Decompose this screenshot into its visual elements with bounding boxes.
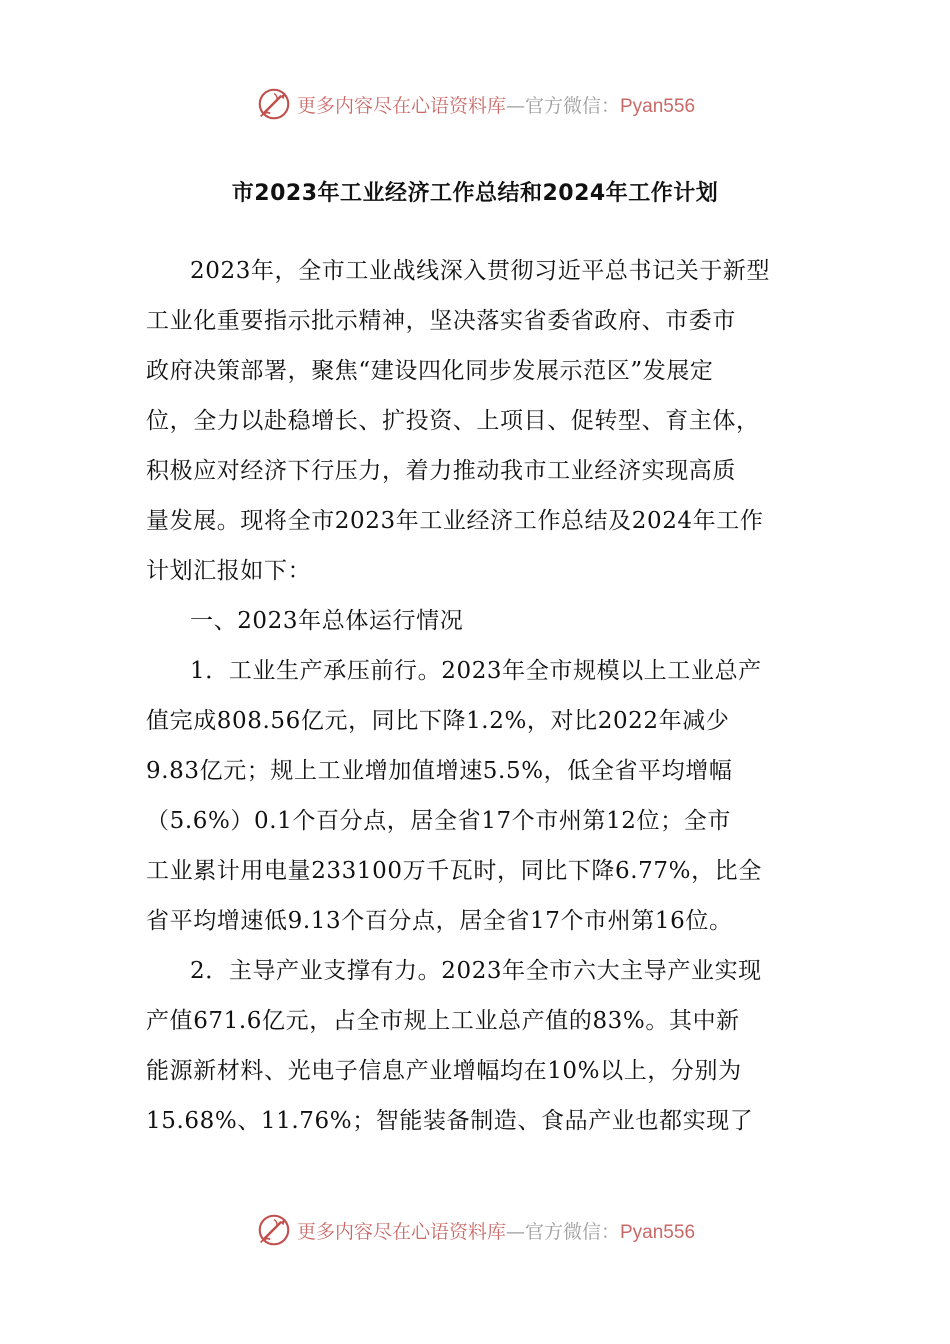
body-line: 政府决策部署，聚焦“建设四化同步发展示范区”发展定 [146,358,714,384]
body-line: 工业化重要指示批示精神，坚决落实省委省政府、市委市 [146,308,736,334]
body-line: 2．主导产业支撑有力。2023年全市六大主导产业实现 [190,958,762,984]
watermark-id: Pyan556 [620,95,696,117]
watermark-label: 官方微信： [524,1220,620,1243]
pen-logo-icon [255,85,293,123]
body-line: 产值671.6亿元，占全市规上工业总产值的83%。其中新 [146,1008,740,1034]
watermark-text [297,91,695,118]
watermark-separator: — [505,1220,525,1243]
body-line: （5.6%）0.1个百分点，居全省17个市州第12位；全市 [146,808,731,834]
document-title: 市2023年工业经济工作总结和2024年工作计划 [231,181,719,206]
body-line: 9.83亿元；规上工业增加值增速5.5%，低全省平均增幅 [146,758,733,784]
body-line: 2023年，全市工业战线深入贯彻习近平总书记关于新型 [190,258,771,284]
watermark-separator: — [505,94,525,117]
body-line: 积极应对经济下行压力，着力推动我市工业经济实现高质 [146,458,736,484]
body-line: 1．工业生产承压前行。2023年全市规模以上工业总产 [190,658,762,684]
watermark-label: 官方微信： [524,94,620,117]
body-line: 15.68%、11.76%；智能装备制造、食品产业也都实现了 [146,1108,754,1134]
body-line: 值完成808.56亿元，同比下降1.2%，对比2022年减少 [146,708,730,734]
watermark-id: Pyan556 [620,1221,696,1243]
section-heading: 一、2023年总体运行情况 [190,608,464,634]
body-line: 计划汇报如下： [146,558,312,584]
watermark-text [297,1217,695,1244]
watermark-main: 更多内容尽在心语资料库 [296,1220,506,1243]
body-line: 能源新材料、光电子信息产业增幅均在10%以上，分别为 [146,1058,742,1084]
document-body [146,246,806,1146]
body-line: 位，全力以赴稳增长、扩投资、上项目、促转型、育主体， [146,408,760,434]
footer-watermark [0,1208,950,1252]
body-line: 省平均增速低9.13个百分点，居全省17个市州第16位。 [146,908,733,934]
body-line: 工业累计用电量233100万千瓦时，同比下降6.77%，比全 [146,858,762,884]
watermark-main: 更多内容尽在心语资料库 [296,94,506,117]
header-watermark [0,82,950,126]
body-line: 量发展。现将全市2023年工业经济工作总结及2024年工作 [146,508,764,534]
pen-logo-icon [255,1211,293,1249]
